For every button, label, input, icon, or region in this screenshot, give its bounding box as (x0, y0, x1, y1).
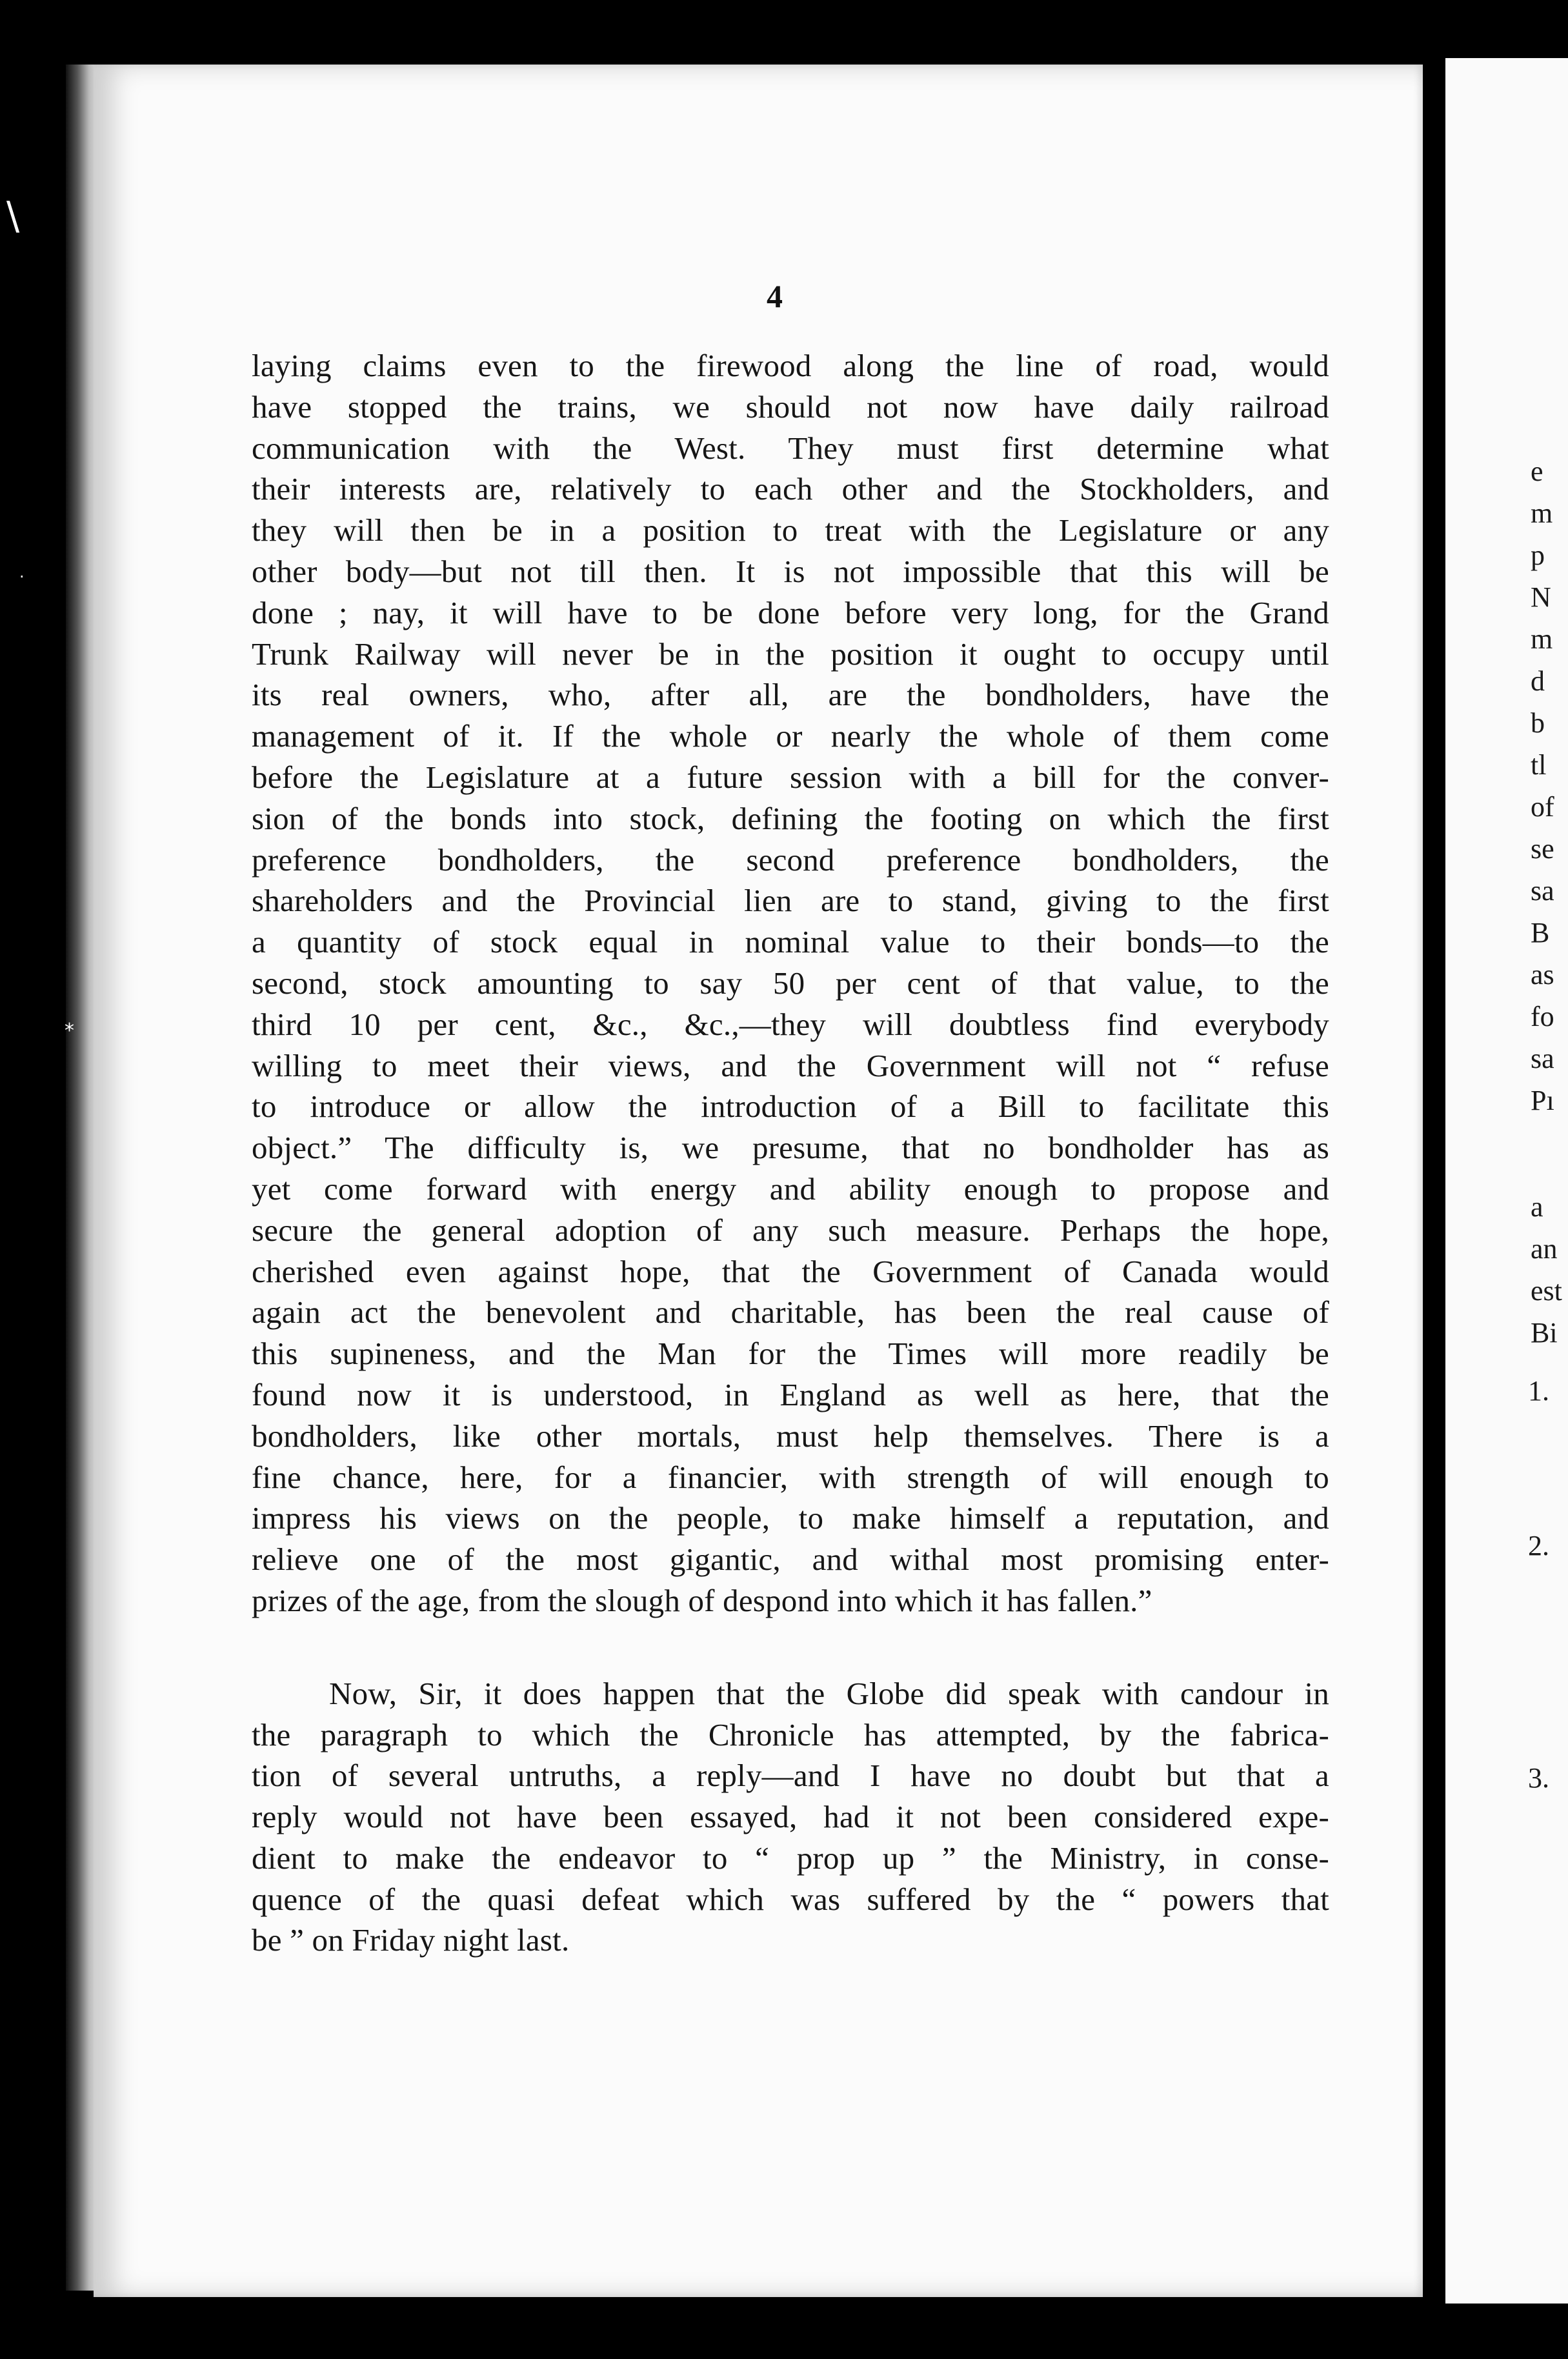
text-line: to introduce or allow the introduction of a Bill to facilitate this (252, 1089, 1329, 1125)
letter-paragraph (252, 1673, 1329, 1962)
text-line: second, stock amounting to say 50 per cent of that value, to the (252, 965, 1329, 1001)
text-line: dient to make the endeavor to “ prop up ” the Ministry, in conse- (252, 1840, 1329, 1876)
text-line: bondholders, like other mortals, must help themselves. There is a (252, 1418, 1329, 1454)
text-line: other body—but not till then. It is not impossible that this will be (252, 553, 1329, 589)
text-line: Now, Sir, it does happen that the Globe did speak with candour in (329, 1675, 1329, 1711)
text-line: communication with the West. They must first determine what (252, 430, 1329, 466)
facing-page-fragment: Pı (1531, 1085, 1554, 1116)
text-line: they will then be in a position to treat with the Legislature or any (252, 512, 1329, 548)
facing-page-fragment: N (1531, 581, 1551, 613)
facing-page-fragment: p (1531, 539, 1545, 571)
text-line: prizes of the age, from the slough of despond into which it has fallen.” (252, 1582, 1152, 1618)
text-line: done ; nay, it will have to be done before very long, for the Grand (252, 594, 1329, 630)
facing-page-fragment: sa (1531, 875, 1554, 907)
facing-page-fragment: m (1531, 623, 1553, 655)
text-line: preference bondholders, the second preference bondholders, the (252, 841, 1329, 878)
facing-page-number: 1. (1528, 1375, 1549, 1407)
facing-page-fragment: m (1531, 497, 1553, 529)
text-line: relieve one of the most gigantic, and withal most promising enter- (252, 1541, 1329, 1578)
facing-page-fragment: d (1531, 665, 1545, 697)
facing-page-fragment: e (1531, 456, 1543, 487)
facing-page-fragment: est (1531, 1275, 1562, 1307)
text-line: their interests are, relatively to each other and the Stockholders, and (252, 471, 1329, 507)
facing-page-fragment: se (1531, 833, 1554, 865)
text-line: reply would not have been essayed, had it not been considered expe- (252, 1799, 1329, 1835)
text-line: tion of several untruths, a reply—and I have no doubt but that a (252, 1758, 1329, 1794)
facing-page-fragment: b (1531, 707, 1545, 739)
text-line: object.” The difficulty is, we presume, that no bondholder has as (252, 1130, 1329, 1166)
quoted-paragraph (252, 345, 1329, 1621)
text-line: Trunk Railway will never be in the position it ought to occupy until (252, 636, 1329, 672)
facing-page-fragment: fo (1531, 1001, 1554, 1032)
text-line: impress his views on the people, to make himself a reputation, and (252, 1500, 1329, 1536)
text-line: its real owners, who, after all, are the bondholders, have the (252, 677, 1329, 713)
scan-edge-mark: * (65, 1019, 74, 1042)
facing-page-fragment: a (1531, 1191, 1543, 1223)
body-text (252, 345, 1329, 1961)
facing-page-number: 2. (1528, 1530, 1549, 1561)
text-line: have stopped the trains, we should not now have daily railroad (252, 388, 1329, 425)
text-line: be ” on Friday night last. (252, 1922, 570, 1958)
text-line: before the Legislature at a future session with a bill for the conver- (252, 759, 1329, 795)
text-line: fine chance, here, for a financier, with strength of will enough to (252, 1459, 1329, 1495)
text-line: third 10 per cent, &c., &c.,—they will doubtless find everybody (252, 1006, 1329, 1042)
text-line: cherished even against hope, that the Government of Canada would (252, 1253, 1329, 1289)
text-line: sion of the bonds into stock, defining the footing on which the first (252, 800, 1329, 836)
text-line: the paragraph to which the Chronicle has attempted, by the fabrica- (252, 1716, 1329, 1752)
text-line: management of it. If the whole or nearly the whole of them come (252, 718, 1329, 754)
text-line: shareholders and the Provincial lien are to stand, giving to the first (252, 883, 1329, 919)
text-line: laying claims even to the firewood along the line of road, would (252, 348, 1329, 383)
text-line: quence of the quasi defeat which was suffered by the “ powers that (252, 1881, 1329, 1917)
facing-page-fragment: B (1531, 917, 1550, 949)
facing-page-number: 3. (1528, 1762, 1549, 1794)
facing-page-fragment: tl (1531, 749, 1547, 781)
text-line: this supineness, and the Man for the Times will more readily be (252, 1336, 1329, 1372)
text-line: yet come forward with energy and ability enough to propose and (252, 1170, 1329, 1207)
facing-page-edge (1445, 58, 1568, 2304)
facing-page-fragment: as (1531, 959, 1554, 990)
text-line: secure the general adoption of any such measure. Perhaps the hope, (252, 1212, 1329, 1248)
facing-page-fragment: of (1531, 791, 1554, 823)
facing-page-fragment: Bi (1531, 1317, 1558, 1349)
text-line: again act the benevolent and charitable, has been the real cause of (252, 1294, 1329, 1330)
page-number: 4 (767, 278, 783, 314)
text-line: a quantity of stock equal in nominal value to their bonds—to the (252, 924, 1329, 960)
text-line: willing to meet their views, and the Government will not “ refuse (252, 1047, 1329, 1083)
facing-page-fragment: an (1531, 1233, 1558, 1265)
scan-edge-mark: · (19, 568, 25, 586)
text-line: found now it is understood, in England as well as here, that the (252, 1376, 1329, 1412)
facing-page-fragment: sa (1531, 1043, 1554, 1074)
scan-edge-mark: \ (6, 194, 20, 239)
